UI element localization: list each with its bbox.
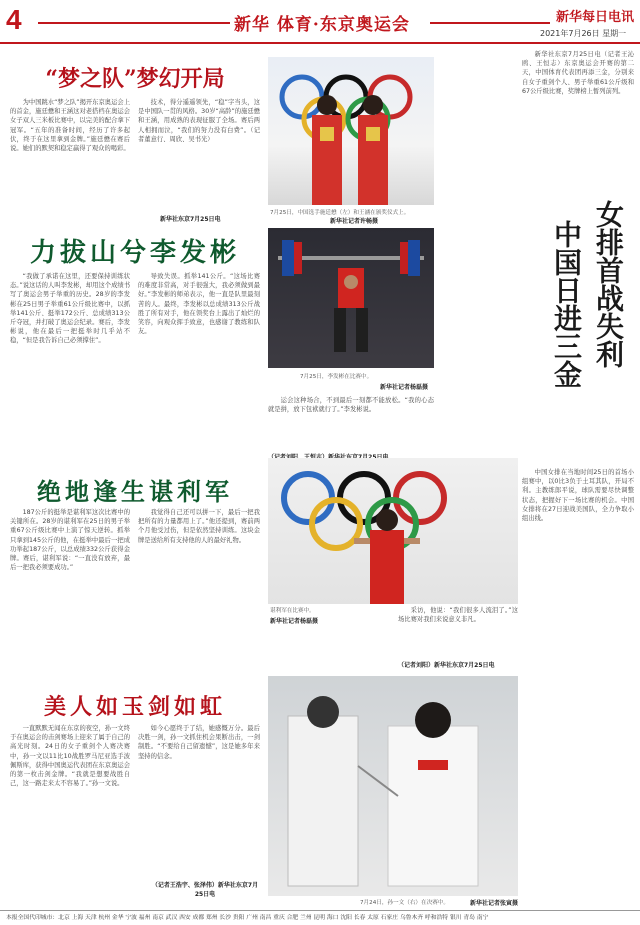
header-rule-right [430,22,550,24]
photo-diving-podium [268,57,434,205]
chen-col2 [138,508,260,684]
fencing-caption: 7月24日，孙一文（右）在决赛中。 [360,900,449,906]
sun-text1: 一直默默无闻在东京的夜空，孙一文终于在奥运会的击剑赛场上迎来了属于自己的高光时刻。24日的女子重剑个人赛决赛中，孙一文以11比10战胜罗马尼亚选手波佩斯库，获得中国奥运代表团在东京奥运会的第一枚击剑金牌。“我就是想要战胜自己，这一路走来太不容易了。”孙一文说。 [10,725,130,788]
chen-credit: （记者刘阳）新华社东京7月25日电 [398,662,495,669]
page-number: 4 [6,4,22,35]
volleyball-col-bottom [522,468,634,904]
li-fabin-col1 [10,272,130,462]
chen-photo-credit: 新华社记者杨磊摄 [270,618,319,625]
li-fabin-text1: “我做了承诺在这里，还要保持训练状态。”说这话的人叫李发彬，却用这个成绩书写了奥运会男子举重的历史。28岁的李发彬在25日男子举重61公斤级比赛中，以抓举141公斤、挺举172公斤、总成绩313公斤夺冠，并打破了奥运会纪录。赛后，李发彬说，他在最后一把挺举时几乎站不稳，“但是我告诉自己必须撑住”。 [10,273,130,345]
volleyball-text-bottom: 中国女排在当地时间25日的首场小组赛中，以0比3负于土耳其队，开局不利。主教练郎平说，球队需要尽快调整状态，把握好下一场比赛的机会。中国女排将在27日迎战美国队，全力争取小组出线。 [522,469,634,523]
header-rule-left [38,22,230,24]
sun-credit: （记者王浩宇、张泽伟）新华社东京7月25日电 [151,882,259,898]
chen-lijun-image [268,458,518,604]
dream-team-col1 [10,98,130,226]
paper-date: 2021年7月26日 星期一 [540,29,627,38]
chen-text2: 我觉得自己还可以拼一下，最后一把我把所有的力量都用上了。”他还提到，赛前两个月他受过伤，但是依然坚持训练。这块金牌是送给所有支持他的人的最好礼物。 [138,509,260,544]
headline-li-fabin: 力拔山兮李发彬 [29,238,240,268]
section-title: 新华 体育·东京奥运会 [234,15,410,35]
weightlifter-image [268,228,434,368]
lifting-caption: 7月25日，李发彬在比赛中。 [300,374,373,380]
print-cities-footer: 本报全国代印城市：北京 上海 天津 杭州 金华 宁波 福州 南京 武汉 西安 成都 郑州 长沙 贵阳 广州 南昌 重庆 合肥 兰州 昆明 海口 沈阳 长春 太原 石家庄 乌鲁木齐 呼和浩特 银川 青岛 南宁 [0,910,640,925]
photo-weightlifting [268,228,434,368]
li-fabin-col2 [138,272,260,462]
headline-volleyball-a: 女排首战失利 [592,200,625,368]
headline-volleyball-b: 中国日进三金 [550,220,583,388]
volleyball-text-top: 新华社东京7月25日电（记者王沁鸥、王恒志）东京奥运会开赛的第二天，中国体育代表团再添三金，分别来自女子重剑个人、男子举重61公斤级和67公斤级比赛，奖牌榜上暂列前列。 [522,51,634,95]
chen-col1 [10,508,130,684]
dream-team-text1: 为中国跳水“梦之队”揭开东京奥运会上的首金，施廷懋和王涵这对老搭档在奥运会女子双人三米板比赛中，以完美的配合拿下冠军。“五年的准备时间，经历了许多起伏，终于在这里拿到金牌。”施廷懋在赛后说。她们的默契和稳定赢得了观众的喝彩。 [10,99,130,153]
masthead [0,0,640,44]
chen-col3 [398,606,518,656]
fencing-credit: 新华社记者张寅摄 [470,900,519,907]
paper-name: 新华每日电讯 [556,10,635,25]
chen-text1: 187公斤的挺举是谌利军这次比赛中的关键所在。28岁的谌利军在25日的男子举重67公斤级比赛中上演了惊天逆转。抓举只拿到145公斤的他，在挺举中最后一把成功举起187公斤，以总成绩332公斤获得金牌。赛后，谌利军说：“一直没有放弃，最后一把我必须要成功。” [10,509,130,572]
headline-chen-lijun: 绝地逢生谌利军 [37,477,233,506]
dream-team-credit: 新华社东京7月25日电 [160,216,221,223]
diving-caption: 7月25日，中国选手施廷懋（左）和王涵在颁奖仪式上。 [270,210,410,216]
chen-caption: 谌利军在比赛中。 [270,608,315,614]
chen-text3: 采访，他说：“我们很多人流泪了。”这场比赛对我们来说意义非凡。 [398,607,518,624]
headline-dream-team: “梦之队”梦幻开局 [45,66,225,92]
fencing-image [268,676,518,896]
lifting-credit: 新华社记者杨磊摄 [380,384,429,391]
photo-fencing [268,676,518,896]
headline-sun-yiwen: 美人如玉剑如虹 [43,694,226,720]
li-fabin-col3 [268,396,434,452]
sun-text2: 如今心愿终于了结，她感慨万分。最后决胜一剑，孙一文抓住机会果断出击，一剑制胜。“不要给自己留遗憾”，这是她多年来坚持的信念。 [138,725,260,760]
photo-chen-lijun [268,458,518,604]
dream-team-text2: 技术，得分遥遥领先，“稳”字当头，这是中国队一贯的风格。30岁“高龄”的施廷懋和王涵，用成熟的表现征服了全场。赛后两人相拥而泣，“我们的努力没有白费”。（记者董意行、周欣、吴书光） [138,99,260,143]
olympic-rings-image [268,57,434,205]
sun-col1 [10,724,130,904]
sun-col2 [138,724,260,864]
dream-team-col2 [138,98,260,226]
li-fabin-text3: 运会这种场合，不到最后一刻都不能放松。“我的心态就是拼，放下包袱就行了。”李发彬说。 [268,397,434,414]
li-fabin-text2: 导致失误。抓举141公斤。“这场比赛的难度非常高，对手很强大，我必须做到最好。”李发彬的师弟表示，他一直是队里最刻苦的人。最终，李发彬以总成绩313公斤战胜了所有对手，他在领奖台上露出了灿烂的笑容，向观众挥手致意，也感谢了教练和队友。 [138,273,260,336]
diving-credit: 新华社记者许畅摄 [330,218,379,225]
